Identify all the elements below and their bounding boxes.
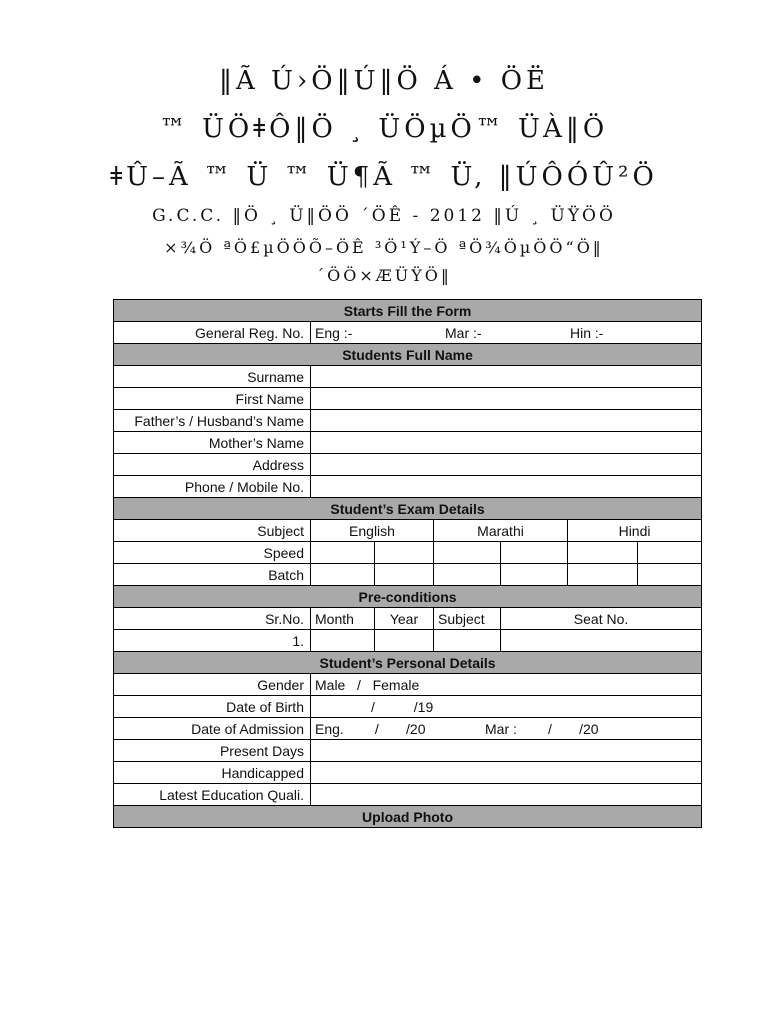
batch-field[interactable]	[311, 564, 375, 586]
present-days-label: Present Days	[114, 740, 311, 762]
name-row	[114, 410, 702, 432]
year-header: Year	[375, 608, 434, 630]
section-header-row	[114, 806, 702, 828]
batch-field[interactable]	[501, 564, 568, 586]
precond-subject-field[interactable]	[434, 630, 501, 652]
subject-hindi: Hindi	[568, 520, 702, 542]
subject-english: English	[311, 520, 434, 542]
section-exam-details: Student’s Exam Details	[114, 498, 702, 520]
speed-field[interactable]	[638, 542, 702, 564]
section-personal-details: Student’s Personal Details	[114, 652, 702, 674]
address-label: Address	[114, 454, 311, 476]
batch-field[interactable]	[375, 564, 434, 586]
gender-row	[114, 674, 702, 696]
header-line-1: ‖Ã Ú›Ö‖Ú‖Ö Á • ÖË	[218, 66, 550, 96]
speed-field[interactable]	[434, 542, 501, 564]
name-row	[114, 432, 702, 454]
gender-label: Gender	[114, 674, 311, 696]
batch-row	[114, 564, 702, 586]
section-header-row	[114, 344, 702, 366]
precond-srno: 1.	[114, 630, 311, 652]
present-days-field[interactable]	[311, 740, 702, 762]
subject-header: Subject	[434, 608, 501, 630]
batch-field[interactable]	[638, 564, 702, 586]
education-row	[114, 784, 702, 806]
general-reg-row	[114, 322, 702, 344]
reg-mar-label: Mar :-	[445, 324, 482, 341]
speed-field[interactable]	[568, 542, 638, 564]
handicapped-label: Handicapped	[114, 762, 311, 784]
general-reg-label: General Reg. No.	[114, 322, 311, 344]
speed-field[interactable]	[501, 542, 568, 564]
handicapped-row	[114, 762, 702, 784]
section-header-row	[114, 652, 702, 674]
father-husband-name-label: Father’s / Husband’s Name	[114, 410, 311, 432]
section-header-row	[114, 586, 702, 608]
name-row	[114, 388, 702, 410]
seat-no-header: Seat No.	[501, 608, 702, 630]
precond-row	[114, 630, 702, 652]
header-line-3: ǂÛ–Ã ™ Ü ™ Ü¶Ã ™ Ü, ‖ÚÔÓÛ²Ö	[110, 162, 658, 192]
dob-label: Date of Birth	[114, 696, 311, 718]
doa-eng: Eng. / /20	[315, 720, 426, 737]
section-header-row	[114, 498, 702, 520]
section-preconditions: Pre-conditions	[114, 586, 702, 608]
education-label: Latest Education Quali.	[114, 784, 311, 806]
srno-header: Sr.No.	[114, 608, 311, 630]
header-line-2: ™ ÜÖǂÔ‖Ö ¸ ÜÖµÖ™ ÜÀ‖Ö	[159, 114, 609, 144]
upload-photo-section[interactable]: Upload Photo	[114, 806, 702, 828]
subject-row	[114, 520, 702, 542]
gender-field[interactable]: Male / Female	[311, 674, 702, 696]
batch-field[interactable]	[434, 564, 501, 586]
first-name-label: First Name	[114, 388, 311, 410]
mother-name-field[interactable]	[311, 432, 702, 454]
speed-label: Speed	[114, 542, 311, 564]
first-name-field[interactable]	[311, 388, 702, 410]
education-field[interactable]	[311, 784, 702, 806]
batch-field[interactable]	[568, 564, 638, 586]
reg-hin-label: Hin :-	[570, 324, 604, 341]
batch-label: Batch	[114, 564, 311, 586]
section-full-name: Students Full Name	[114, 344, 702, 366]
doa-mar: Mar : / /20	[485, 720, 599, 737]
mother-name-label: Mother’s Name	[114, 432, 311, 454]
section-start: Starts Fill the Form	[114, 300, 702, 322]
phone-label: Phone / Mobile No.	[114, 476, 311, 498]
reg-eng-label: Eng :-	[315, 324, 353, 341]
handicapped-field[interactable]	[311, 762, 702, 784]
dob-row	[114, 696, 702, 718]
doa-field[interactable]	[311, 718, 702, 740]
father-husband-name-field[interactable]	[311, 410, 702, 432]
month-header: Month	[311, 608, 375, 630]
doa-label: Date of Admission	[114, 718, 311, 740]
name-row	[114, 366, 702, 388]
name-row	[114, 454, 702, 476]
section-header-row	[114, 300, 702, 322]
precond-year-field[interactable]	[375, 630, 434, 652]
dob-field[interactable]: / /19	[311, 696, 702, 718]
precond-seat-field[interactable]	[501, 630, 702, 652]
surname-label: Surname	[114, 366, 311, 388]
general-reg-field[interactable]	[311, 322, 702, 344]
subject-marathi: Marathi	[434, 520, 568, 542]
present-days-row	[114, 740, 702, 762]
address-field[interactable]	[311, 454, 702, 476]
precond-month-field[interactable]	[311, 630, 375, 652]
speed-field[interactable]	[375, 542, 434, 564]
header-line-5: ×¾Ö ªÖ£µÖÖÕ–ÖÊ ³Ö¹Ý–Ö ªÖ¾ÖµÖÖ“Ö‖	[164, 238, 604, 257]
registration-form	[113, 299, 702, 828]
name-row	[114, 476, 702, 498]
speed-field[interactable]	[311, 542, 375, 564]
doa-row	[114, 718, 702, 740]
subject-label: Subject	[114, 520, 311, 542]
phone-field[interactable]	[311, 476, 702, 498]
speed-row	[114, 542, 702, 564]
header-line-4: G.C.C. ‖Ö ¸ Ü‖ÖÖ ´ÖÊ - 2012 ‖Ú ¸ ÜŸÖÖ	[152, 206, 616, 226]
precond-header-row	[114, 608, 702, 630]
surname-field[interactable]	[311, 366, 702, 388]
header-line-6: ´ÖÖ×ÆÜŸÖ‖	[316, 266, 452, 285]
